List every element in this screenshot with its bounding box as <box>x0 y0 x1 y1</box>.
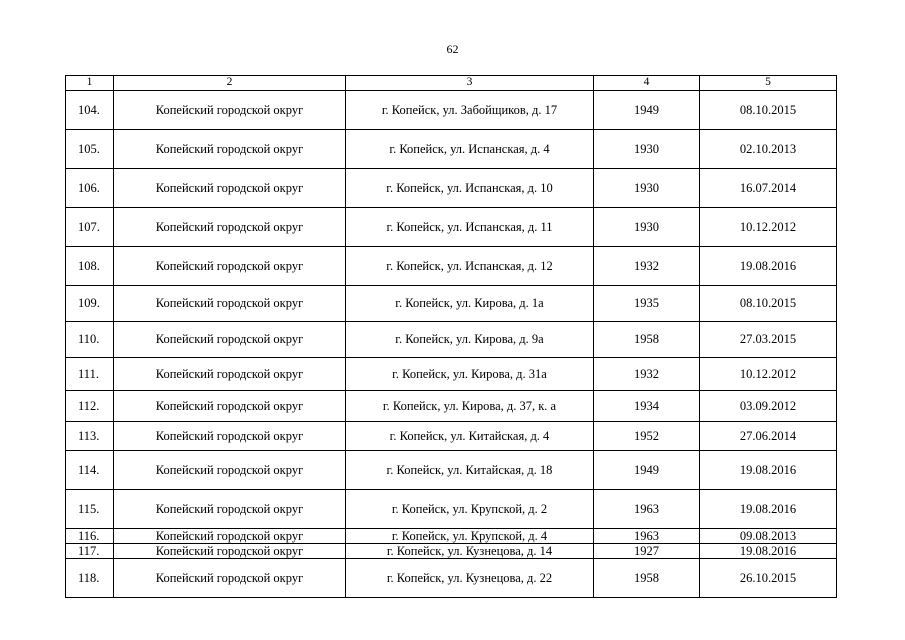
cell-date: 27.03.2015 <box>700 322 837 358</box>
cell-district: Копейский городской округ <box>114 451 346 490</box>
table-row <box>66 208 837 247</box>
table-header-row <box>66 76 837 91</box>
cell-district: Копейский городской округ <box>114 358 346 391</box>
table-row <box>66 130 837 169</box>
cell-year: 1930 <box>594 208 700 247</box>
cell-date: 08.10.2015 <box>700 286 837 322</box>
cell-n: 116. <box>66 529 114 544</box>
cell-date: 16.07.2014 <box>700 169 837 208</box>
cell-address: г. Копейск, ул. Китайская, д. 4 <box>346 422 594 451</box>
cell-n: 115. <box>66 490 114 529</box>
table-row <box>66 286 837 322</box>
column-header: 2 <box>114 76 346 91</box>
cell-address: г. Копейск, ул. Крупской, д. 4 <box>346 529 594 544</box>
cell-address: г. Копейск, ул. Кузнецова, д. 22 <box>346 559 594 598</box>
cell-district: Копейский городской округ <box>114 208 346 247</box>
table-row <box>66 91 837 130</box>
cell-n: 117. <box>66 544 114 559</box>
cell-year: 1930 <box>594 169 700 208</box>
cell-date: 26.10.2015 <box>700 559 837 598</box>
cell-n: 114. <box>66 451 114 490</box>
cell-address: г. Копейск, ул. Испанская, д. 10 <box>346 169 594 208</box>
cell-address: г. Копейск, ул. Кузнецова, д. 14 <box>346 544 594 559</box>
cell-district: Копейский городской округ <box>114 391 346 422</box>
cell-n: 108. <box>66 247 114 286</box>
cell-year: 1949 <box>594 451 700 490</box>
column-header: 4 <box>594 76 700 91</box>
column-header: 3 <box>346 76 594 91</box>
cell-address: г. Копейск, ул. Забойщиков, д. 17 <box>346 91 594 130</box>
table-row <box>66 169 837 208</box>
cell-district: Копейский городской округ <box>114 422 346 451</box>
cell-district: Копейский городской округ <box>114 169 346 208</box>
table-row <box>66 559 837 598</box>
cell-address: г. Копейск, ул. Крупской, д. 2 <box>346 490 594 529</box>
cell-date: 19.08.2016 <box>700 544 837 559</box>
cell-year: 1949 <box>594 91 700 130</box>
table-row <box>66 490 837 529</box>
cell-n: 111. <box>66 358 114 391</box>
table-row <box>66 322 837 358</box>
table-row <box>66 451 837 490</box>
table-row <box>66 247 837 286</box>
cell-year: 1932 <box>594 358 700 391</box>
cell-n: 106. <box>66 169 114 208</box>
table-row <box>66 529 837 544</box>
cell-district: Копейский городской округ <box>114 130 346 169</box>
table-row <box>66 544 837 559</box>
cell-year: 1952 <box>594 422 700 451</box>
column-header: 1 <box>66 76 114 91</box>
cell-year: 1958 <box>594 322 700 358</box>
cell-district: Копейский городской округ <box>114 544 346 559</box>
cell-year: 1963 <box>594 529 700 544</box>
cell-n: 107. <box>66 208 114 247</box>
cell-district: Копейский городской округ <box>114 559 346 598</box>
cell-year: 1930 <box>594 130 700 169</box>
cell-district: Копейский городской округ <box>114 322 346 358</box>
cell-n: 118. <box>66 559 114 598</box>
cell-year: 1927 <box>594 544 700 559</box>
cell-date: 27.06.2014 <box>700 422 837 451</box>
cell-address: г. Копейск, ул. Кирова, д. 9а <box>346 322 594 358</box>
cell-year: 1935 <box>594 286 700 322</box>
cell-n: 113. <box>66 422 114 451</box>
cell-address: г. Копейск, ул. Китайская, д. 18 <box>346 451 594 490</box>
cell-district: Копейский городской округ <box>114 247 346 286</box>
cell-date: 19.08.2016 <box>700 247 837 286</box>
cell-year: 1958 <box>594 559 700 598</box>
cell-n: 110. <box>66 322 114 358</box>
cell-year: 1932 <box>594 247 700 286</box>
table-row <box>66 422 837 451</box>
cell-date: 19.08.2016 <box>700 490 837 529</box>
cell-n: 112. <box>66 391 114 422</box>
cell-address: г. Копейск, ул. Испанская, д. 12 <box>346 247 594 286</box>
cell-address: г. Копейск, ул. Кирова, д. 37, к. а <box>346 391 594 422</box>
cell-district: Копейский городской округ <box>114 490 346 529</box>
cell-n: 109. <box>66 286 114 322</box>
column-header: 5 <box>700 76 837 91</box>
cell-date: 10.12.2012 <box>700 208 837 247</box>
cell-date: 08.10.2015 <box>700 91 837 130</box>
cell-year: 1934 <box>594 391 700 422</box>
cell-address: г. Копейск, ул. Испанская, д. 4 <box>346 130 594 169</box>
cell-n: 104. <box>66 91 114 130</box>
cell-date: 09.08.2013 <box>700 529 837 544</box>
cell-address: г. Копейск, ул. Кирова, д. 1а <box>346 286 594 322</box>
cell-n: 105. <box>66 130 114 169</box>
cell-year: 1963 <box>594 490 700 529</box>
cell-date: 19.08.2016 <box>700 451 837 490</box>
page-number: 62 <box>446 42 459 56</box>
cell-date: 02.10.2013 <box>700 130 837 169</box>
cell-district: Копейский городской округ <box>114 286 346 322</box>
cell-address: г. Копейск, ул. Испанская, д. 11 <box>346 208 594 247</box>
table-row <box>66 358 837 391</box>
cell-district: Копейский городской округ <box>114 91 346 130</box>
cell-district: Копейский городской округ <box>114 529 346 544</box>
cell-date: 03.09.2012 <box>700 391 837 422</box>
table-row <box>66 391 837 422</box>
data-table <box>65 75 837 598</box>
cell-date: 10.12.2012 <box>700 358 837 391</box>
cell-address: г. Копейск, ул. Кирова, д. 31а <box>346 358 594 391</box>
